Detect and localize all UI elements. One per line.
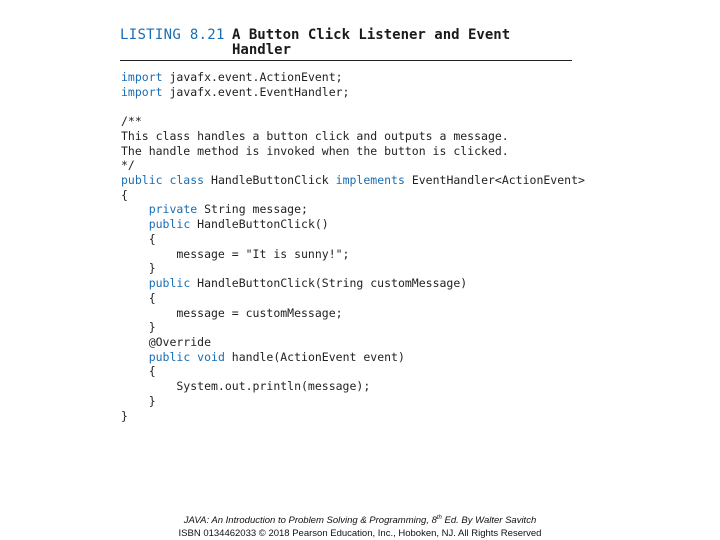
code-line: [121, 202, 585, 217]
code-text: {: [121, 290, 156, 305]
code-text: javafx.event.ActionEvent;: [162, 70, 343, 84]
code-text: }: [121, 261, 156, 276]
code-line: [121, 70, 585, 85]
code-text: EventHandler<ActionEvent>: [404, 173, 585, 188]
code-text: handle(ActionEvent event): [224, 349, 405, 364]
footer-edition-suffix: th: [436, 515, 442, 521]
code-keyword: private: [148, 202, 198, 217]
code-line: [121, 188, 585, 203]
code-line: [121, 99, 585, 114]
code-keyword: import: [121, 70, 163, 84]
code-keyword: public void: [148, 349, 225, 364]
code-text: }: [121, 393, 156, 408]
code-text: String message;: [197, 202, 308, 217]
code-line: [121, 158, 585, 173]
code-text: System.out.println(message);: [121, 379, 371, 394]
code-text: HandleButtonClick(): [190, 217, 329, 232]
code-line: [121, 306, 585, 321]
code-text: */: [121, 158, 135, 173]
footer: [0, 512, 720, 540]
code-text: HandleButtonClick: [204, 173, 336, 188]
code-line: [121, 247, 585, 262]
code-line: [121, 129, 585, 144]
listing-number: LISTING 8.21: [120, 27, 225, 43]
code-text: }: [121, 408, 128, 423]
code-text: [121, 276, 149, 290]
code-line: [121, 364, 585, 379]
header-rule: [120, 60, 572, 61]
code-keyword: public class: [121, 173, 205, 188]
footer-book-title: JAVA: An Introduction to Problem Solving & Programming, 8: [183, 515, 437, 527]
code-text: message = customMessage;: [121, 305, 343, 320]
code-line: [121, 409, 585, 424]
code-text: {: [121, 231, 156, 246]
code-text: javafx.event.EventHandler;: [162, 84, 350, 99]
code-line: [121, 85, 585, 100]
code-keyword: public: [148, 276, 191, 291]
code-line: [121, 320, 585, 335]
footer-copyright: ISBN 0134462033 © 2018 Pearson Education, Inc., Hoboken, NJ. All Rights Reserved: [178, 528, 542, 540]
code-text: [121, 217, 149, 231]
code-text: {: [121, 364, 156, 379]
code-keyword: implements: [335, 173, 405, 188]
code-keyword: public: [148, 217, 191, 232]
code-listing: [121, 70, 585, 423]
code-text: HandleButtonClick(String customMessage): [190, 276, 468, 291]
code-text: [121, 202, 149, 216]
code-line: [121, 173, 585, 188]
footer-book-line: [0, 512, 720, 527]
code-line: [121, 379, 585, 394]
footer-author: Ed. By Walter Savitch: [441, 515, 537, 527]
code-line: [121, 335, 585, 350]
code-line: [121, 291, 585, 306]
listing-title: A Button Click Listener and Event Handler: [232, 27, 511, 58]
code-line: [121, 114, 585, 129]
code-line: [121, 261, 585, 276]
code-line: [121, 394, 585, 409]
code-text: This class handles a button click and outputs a message.: [121, 128, 509, 143]
listing-header: [120, 27, 572, 58]
code-line: [121, 350, 585, 365]
code-line: [121, 217, 585, 232]
code-line: [121, 232, 585, 247]
code-text: The handle method is invoked when the button is clicked.: [121, 143, 509, 158]
code-text: [121, 350, 149, 364]
code-text: @Override: [121, 334, 212, 349]
code-text: message = "It is sunny!";: [121, 246, 350, 261]
code-text: {: [121, 187, 128, 202]
code-line: [121, 276, 585, 291]
code-text: }: [121, 320, 156, 335]
code-text: /**: [121, 114, 142, 129]
code-keyword: import: [121, 84, 163, 99]
code-line: [121, 144, 585, 159]
